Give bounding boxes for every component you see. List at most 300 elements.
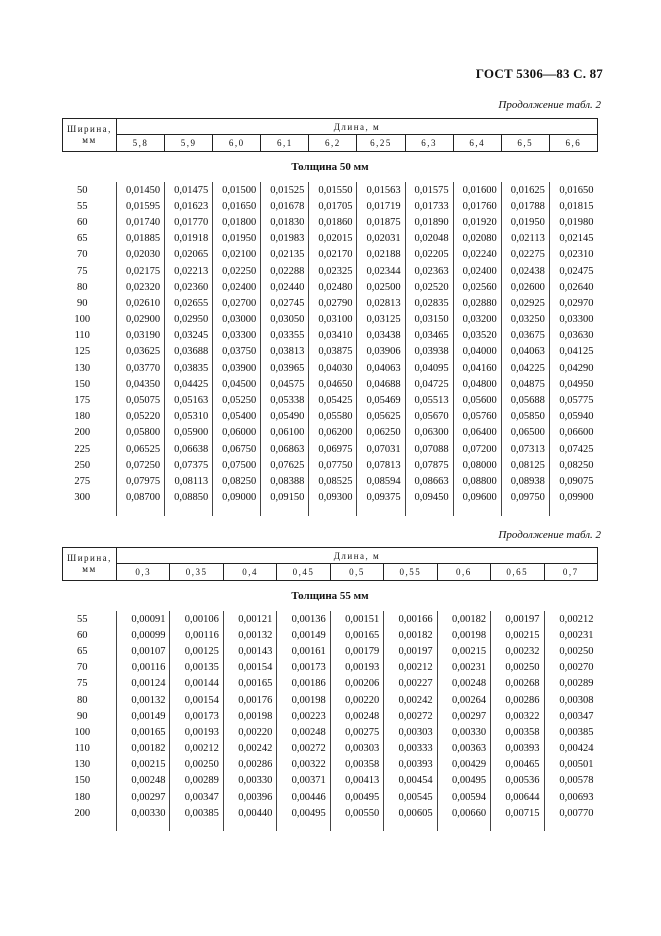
volume-cell: 0,07975 [117,473,165,489]
volume-cell: 0,00303 [330,741,383,757]
volume-cell: 0,04650 [309,376,357,392]
volume-cell: 0,04160 [453,360,501,376]
volume-cell: 0,01733 [405,198,453,214]
width-unit: мм [82,564,97,574]
volume-cell: 0,01885 [117,231,165,247]
volume-cell: 0,04950 [549,376,597,392]
volume-cell: 0,08250 [213,473,261,489]
volume-cell: 0,05800 [117,425,165,441]
length-column-header: 5,9 [165,135,213,152]
volume-cell: 0,08000 [453,457,501,473]
table-row [63,490,598,506]
tail-cell [63,821,117,831]
volume-cell: 0,01550 [309,182,357,198]
volume-cell: 0,00358 [330,757,383,773]
volume-cell: 0,00124 [117,676,170,692]
table2-continuation: Продолжение табл. 2 [498,529,601,541]
volume-cell: 0,03770 [117,360,165,376]
volume-cell: 0,04063 [501,344,549,360]
volume-cell: 0,08800 [453,473,501,489]
volume-cell: 0,09450 [405,490,453,506]
volume-cell: 0,00136 [277,611,330,627]
tail-cell [544,821,598,831]
volume-cell: 0,01918 [165,231,213,247]
volume-cell: 0,02438 [501,263,549,279]
volume-cell: 0,01830 [261,214,309,230]
tail-cell [491,821,544,831]
table-tail [63,506,598,516]
volume-cell: 0,02640 [549,279,597,295]
volume-cell: 0,00206 [330,676,383,692]
volume-cell: 0,00212 [170,741,223,757]
volume-cell: 0,02600 [501,279,549,295]
length-header: Длина, м [117,548,598,564]
volume-cell: 0,05469 [357,392,405,408]
length-column-header: 6,5 [501,135,549,152]
table-row [63,627,598,643]
volume-cell: 0,02145 [549,231,597,247]
volume-cell: 0,02170 [309,247,357,263]
volume-cell: 0,00297 [117,789,170,805]
volume-cell: 0,00550 [330,805,383,821]
table-row [63,182,598,198]
volume-cell: 0,03630 [549,328,597,344]
width-value-cell: 70 [77,662,88,674]
volume-cell: 0,02400 [213,279,261,295]
volume-cell: 0,03835 [165,360,213,376]
volume-cell: 0,02610 [117,295,165,311]
width-value-cell: 55 [77,200,88,212]
width-value-cell: 130 [74,362,91,374]
volume-cell: 0,00220 [223,724,276,740]
volume-cell: 0,04063 [357,360,405,376]
table-row [63,660,598,676]
volume-cell: 0,00454 [384,773,437,789]
volume-cell: 0,02813 [357,295,405,311]
volume-cell: 0,00465 [491,757,544,773]
length-column-header: 0,45 [277,564,330,581]
table-row [63,692,598,708]
volume-cell: 0,00248 [330,708,383,724]
volume-cell: 0,02325 [309,263,357,279]
table2 [62,547,598,831]
volume-cell: 0,06525 [117,441,165,457]
width-value-cell: 65 [77,233,88,245]
width-value-cell: 275 [74,475,91,487]
table-row [63,425,598,441]
volume-cell: 0,05760 [453,409,501,425]
width-value-cell: 60 [77,216,88,228]
width-value-cell: 65 [77,645,88,657]
volume-cell: 0,03050 [261,312,309,328]
width-value-cell: 300 [74,492,91,504]
length-column-header: 0,3 [117,564,170,581]
volume-cell: 0,04030 [309,360,357,376]
volume-cell: 0,03125 [357,312,405,328]
volume-cell: 0,00193 [170,724,223,740]
volume-cell: 0,08250 [549,457,597,473]
volume-cell: 0,00264 [437,692,490,708]
volume-cell: 0,04425 [165,376,213,392]
table-row [63,611,598,627]
volume-cell: 0,00197 [384,643,437,659]
volume-cell: 0,07200 [453,441,501,457]
width-value-cell: 90 [77,297,88,309]
volume-cell: 0,04800 [453,376,501,392]
volume-cell: 0,03900 [213,360,261,376]
width-value-cell: 110 [74,743,90,755]
volume-cell: 0,00330 [223,773,276,789]
volume-cell: 0,00173 [170,708,223,724]
volume-cell: 0,01500 [213,182,261,198]
volume-cell: 0,06250 [357,425,405,441]
volume-cell: 0,01719 [357,198,405,214]
volume-cell: 0,01623 [165,198,213,214]
width-value-cell: 80 [77,694,88,706]
volume-cell: 0,00393 [491,741,544,757]
volume-cell: 0,00193 [330,660,383,676]
width-value-cell: 180 [74,411,91,423]
volume-cell: 0,01950 [213,231,261,247]
volume-cell: 0,02080 [453,231,501,247]
width-value-cell: 125 [74,346,91,358]
volume-cell: 0,05513 [405,392,453,408]
volume-cell: 0,00116 [170,627,223,643]
volume-cell: 0,01760 [453,198,501,214]
volume-cell: 0,08850 [165,490,213,506]
length-column-header: 6,2 [309,135,357,152]
table-row [63,441,598,457]
volume-cell: 0,00231 [437,660,490,676]
volume-cell: 0,02745 [261,295,309,311]
volume-cell: 0,04725 [405,376,453,392]
width-header [63,548,117,581]
volume-cell: 0,08938 [501,473,549,489]
volume-cell: 0,00272 [277,741,330,757]
volume-cell: 0,00440 [223,805,276,821]
volume-cell: 0,03906 [357,344,405,360]
length-column-header: 6,1 [261,135,309,152]
volume-cell: 0,05850 [501,409,549,425]
volume-cell: 0,09600 [453,490,501,506]
volume-cell: 0,03410 [309,328,357,344]
volume-cell: 0,07375 [165,457,213,473]
volume-cell: 0,00091 [117,611,170,627]
volume-cell: 0,02835 [405,295,453,311]
volume-cell: 0,01980 [549,214,597,230]
table-row [63,789,598,805]
volume-cell: 0,02344 [357,263,405,279]
volume-cell: 0,05310 [165,409,213,425]
volume-cell: 0,05670 [405,409,453,425]
volume-cell: 0,00182 [384,627,437,643]
volume-cell: 0,02030 [117,247,165,263]
volume-cell: 0,02135 [261,247,309,263]
volume-cell: 0,05163 [165,392,213,408]
volume-cell: 0,09375 [357,490,405,506]
width-value-cell: 130 [74,759,91,771]
tail-cell [330,821,383,831]
volume-cell: 0,04225 [501,360,549,376]
length-header: Длина, м [117,119,598,135]
table-row [63,708,598,724]
volume-cell: 0,06000 [213,425,261,441]
volume-cell: 0,01950 [501,214,549,230]
width-value-cell: 75 [77,265,88,277]
volume-cell: 0,00161 [277,643,330,659]
table-row [63,643,598,659]
volume-cell: 0,01983 [261,231,309,247]
volume-cell: 0,00501 [544,757,598,773]
table-row [63,328,598,344]
table-row [63,376,598,392]
volume-cell: 0,00333 [384,741,437,757]
volume-cell: 0,03300 [213,328,261,344]
volume-cell: 0,05688 [501,392,549,408]
width-value-cell: 100 [74,726,91,738]
volume-cell: 0,09000 [213,490,261,506]
volume-cell: 0,05900 [165,425,213,441]
volume-cell: 0,02655 [165,295,213,311]
volume-cell: 0,00715 [491,805,544,821]
volume-cell: 0,01920 [453,214,501,230]
volume-cell: 0,02950 [165,312,213,328]
width-value-cell: 70 [77,249,88,261]
volume-cell: 0,04575 [261,376,309,392]
volume-cell: 0,04095 [405,360,453,376]
volume-cell: 0,00215 [491,627,544,643]
volume-cell: 0,08388 [261,473,309,489]
volume-cell: 0,04000 [453,344,501,360]
width-label: Ширина, [67,553,112,563]
volume-cell: 0,00116 [117,660,170,676]
volume-cell: 0,00347 [170,789,223,805]
table1-continuation: Продолжение табл. 2 [498,99,601,111]
volume-cell: 0,02925 [501,295,549,311]
volume-cell: 0,08594 [357,473,405,489]
volume-cell: 0,00322 [277,757,330,773]
volume-cell: 0,00286 [223,757,276,773]
length-column-header: 0,65 [491,564,544,581]
width-value-cell: 50 [77,184,88,196]
volume-cell: 0,00330 [117,805,170,821]
length-column-header: 6,25 [357,135,405,152]
volume-cell: 0,01575 [405,182,453,198]
volume-cell: 0,02440 [261,279,309,295]
volume-cell: 0,00545 [384,789,437,805]
tail-cell [549,506,597,516]
volume-cell: 0,00322 [491,708,544,724]
volume-cell: 0,00270 [544,660,598,676]
volume-cell: 0,00232 [491,643,544,659]
volume-cell: 0,00166 [384,611,437,627]
volume-cell: 0,00165 [117,724,170,740]
tail-cell [501,506,549,516]
thickness-label: Толщина 50 мм [291,161,369,173]
volume-cell: 0,09075 [549,473,597,489]
length-column-header: 6,3 [405,135,453,152]
volume-cell: 0,02275 [501,247,549,263]
volume-cell: 0,07625 [261,457,309,473]
table-tail [63,821,598,831]
volume-cell: 0,03300 [549,312,597,328]
table-row [63,724,598,740]
volume-cell: 0,00250 [170,757,223,773]
volume-cell: 0,00248 [437,676,490,692]
volume-cell: 0,06400 [453,425,501,441]
tail-cell [117,506,165,516]
volume-cell: 0,00495 [330,789,383,805]
volume-cell: 0,07313 [501,441,549,457]
volume-cell: 0,00347 [544,708,598,724]
volume-cell: 0,06863 [261,441,309,457]
volume-cell: 0,00144 [170,676,223,692]
tail-cell [277,821,330,831]
volume-cell: 0,00286 [491,692,544,708]
volume-cell: 0,00132 [223,627,276,643]
volume-cell: 0,05220 [117,409,165,425]
volume-cell: 0,02205 [405,247,453,263]
volume-cell: 0,00125 [170,643,223,659]
volume-cell: 0,00495 [277,805,330,821]
table-row [63,676,598,692]
volume-cell: 0,02560 [453,279,501,295]
volume-cell: 0,00154 [223,660,276,676]
length-column-header: 5,8 [117,135,165,152]
volume-cell: 0,01875 [357,214,405,230]
volume-cell: 0,00413 [330,773,383,789]
volume-cell: 0,07088 [405,441,453,457]
volume-cell: 0,03813 [261,344,309,360]
width-value-cell: 90 [77,710,88,722]
table-row [63,279,598,295]
volume-cell: 0,03965 [261,360,309,376]
length-column-header: 0,35 [170,564,223,581]
volume-cell: 0,05400 [213,409,261,425]
volume-cell: 0,00227 [384,676,437,692]
volume-cell: 0,03938 [405,344,453,360]
width-value-cell: 200 [74,807,91,819]
volume-cell: 0,05490 [261,409,309,425]
volume-cell: 0,01650 [213,198,261,214]
volume-cell: 0,02031 [357,231,405,247]
volume-cell: 0,05250 [213,392,261,408]
volume-cell: 0,03200 [453,312,501,328]
volume-cell: 0,00250 [491,660,544,676]
volume-cell: 0,07875 [405,457,453,473]
volume-cell: 0,02700 [213,295,261,311]
volume-cell: 0,00248 [277,724,330,740]
volume-cell: 0,00605 [384,805,437,821]
volume-cell: 0,00660 [437,805,490,821]
volume-cell: 0,03520 [453,328,501,344]
volume-cell: 0,06638 [165,441,213,457]
volume-cell: 0,00308 [544,692,598,708]
volume-cell: 0,02520 [405,279,453,295]
volume-cell: 0,05625 [357,409,405,425]
table-row [63,344,598,360]
table-row [63,741,598,757]
length-column-header: 6,0 [213,135,261,152]
volume-cell: 0,00371 [277,773,330,789]
table-row [63,231,598,247]
table-row [63,473,598,489]
volume-cell: 0,02400 [453,263,501,279]
volume-cell: 0,00250 [544,643,598,659]
volume-cell: 0,03000 [213,312,261,328]
volume-cell: 0,08125 [501,457,549,473]
length-column-header: 6,6 [549,135,597,152]
volume-cell: 0,00231 [544,627,598,643]
tail-cell [405,506,453,516]
volume-cell: 0,00212 [384,660,437,676]
volume-cell: 0,04125 [549,344,597,360]
volume-cell: 0,00385 [544,724,598,740]
table-row [63,312,598,328]
tail-cell [170,821,223,831]
volume-cell: 0,03190 [117,328,165,344]
volume-cell: 0,01770 [165,214,213,230]
volume-cell: 0,01890 [405,214,453,230]
volume-cell: 0,02240 [453,247,501,263]
volume-cell: 0,01625 [501,182,549,198]
volume-cell: 0,01740 [117,214,165,230]
volume-cell: 0,09150 [261,490,309,506]
volume-cell: 0,01678 [261,198,309,214]
volume-cell: 0,02250 [213,263,261,279]
volume-cell: 0,00242 [384,692,437,708]
volume-cell: 0,00248 [117,773,170,789]
volume-cell: 0,03625 [117,344,165,360]
volume-cell: 0,02970 [549,295,597,311]
volume-cell: 0,00396 [223,789,276,805]
volume-cell: 0,07031 [357,441,405,457]
volume-cell: 0,05425 [309,392,357,408]
volume-cell: 0,07500 [213,457,261,473]
volume-cell: 0,03100 [309,312,357,328]
volume-cell: 0,03250 [501,312,549,328]
table-row [63,757,598,773]
volume-cell: 0,07250 [117,457,165,473]
volume-cell: 0,00393 [384,757,437,773]
volume-cell: 0,02113 [501,231,549,247]
tail-cell [384,821,437,831]
width-value-cell: 200 [74,427,91,439]
length-column-header: 0,7 [544,564,598,581]
table-row [63,409,598,425]
volume-cell: 0,02480 [309,279,357,295]
volume-cell: 0,04875 [501,376,549,392]
volume-cell: 0,01705 [309,198,357,214]
volume-cell: 0,04350 [117,376,165,392]
volume-cell: 0,03750 [213,344,261,360]
volume-cell: 0,07813 [357,457,405,473]
table-row [63,247,598,263]
width-value-cell: 75 [77,678,88,690]
width-value-cell: 55 [77,613,88,625]
volume-cell: 0,00242 [223,741,276,757]
volume-cell: 0,00176 [223,692,276,708]
width-value-cell: 250 [74,459,91,471]
volume-cell: 0,00165 [330,627,383,643]
volume-cell: 0,04290 [549,360,597,376]
volume-cell: 0,02880 [453,295,501,311]
length-column-header: 0,6 [437,564,490,581]
volume-cell: 0,04500 [213,376,261,392]
tail-cell [213,506,261,516]
volume-cell: 0,02790 [309,295,357,311]
tail-cell [223,821,276,831]
